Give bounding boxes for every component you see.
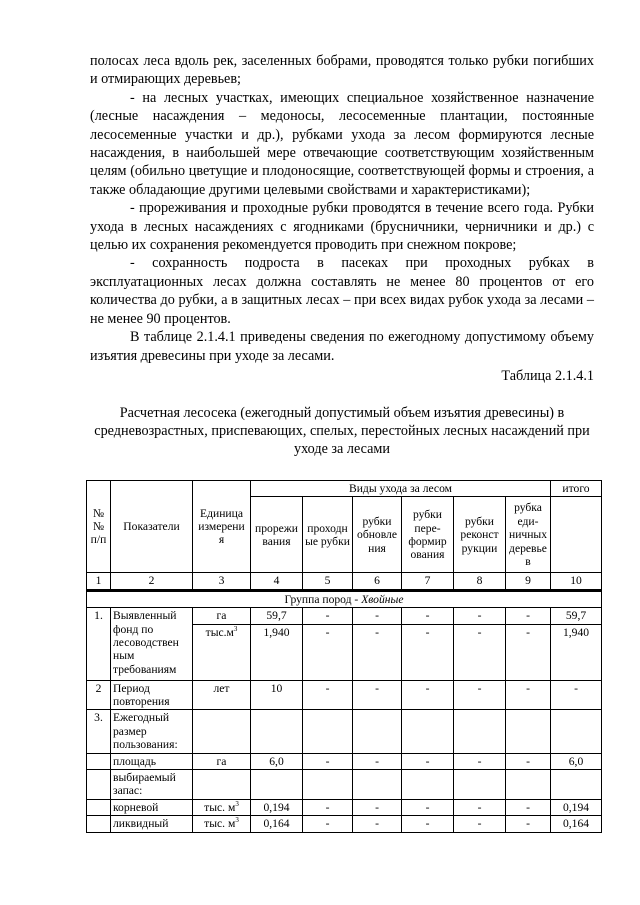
- group-name: Хвойные: [361, 592, 404, 606]
- unit-superscript: 3: [235, 800, 239, 809]
- header-total-empty: [551, 497, 602, 573]
- value-cell: -: [303, 799, 353, 815]
- row-name: Период повторения: [111, 680, 193, 710]
- value-cell: -: [454, 680, 506, 710]
- col-number: 6: [353, 573, 402, 590]
- header-col: рубки реконст рукции: [454, 497, 506, 573]
- col-number: 4: [251, 573, 303, 590]
- unit-text: тыс.м: [205, 625, 234, 639]
- value-cell: 0,164: [551, 816, 602, 832]
- value-cell: 6,0: [551, 753, 602, 769]
- value-cell: -: [303, 608, 353, 624]
- unit-superscript: 3: [233, 624, 238, 633]
- value-cell: -: [402, 816, 454, 832]
- value-cell: -: [303, 816, 353, 832]
- value-cell: -: [353, 680, 402, 710]
- value-cell: 1,940: [551, 624, 602, 680]
- paragraph: - сохранность подроста в пасеках при проходных рубках в эксплуатационных лесах должна составлять не менее 80 процентов от его количества до рубки, а в защитных лесах – при всех видах рубок ухода за лесами – не менее 90 процентов.: [90, 255, 594, 327]
- value-cell: 1,940: [251, 624, 303, 680]
- paragraph: - на лесных участках, имеющих специальное хозяйственное назначение (лесные насаждения – медоносы, лесосеменные плантации, постоянные лесосеменные участки и др.), рубками ухода за лесом формируются лесные насаждения, в наибольшей мере отвечающие соответствующим хозяйственным целям (обильно цветущие и плодоносящие, соответствующей формы и строения, а также обладающие другими целевыми свойствами и характеристиками);: [90, 89, 594, 198]
- header-col: рубки пере- формир ования: [402, 497, 454, 573]
- value-cell: -: [402, 799, 454, 815]
- col-number: 3: [193, 573, 251, 590]
- row-name: площадь: [111, 753, 193, 769]
- value-cell: -: [506, 799, 551, 815]
- value-cell: -: [454, 624, 506, 680]
- row-num: 1.: [87, 608, 111, 680]
- value-cell: 59,7: [251, 608, 303, 624]
- value-cell: 10: [251, 680, 303, 710]
- col-number: 10: [551, 573, 602, 590]
- value-cell: -: [353, 799, 402, 815]
- col-number: 1: [87, 573, 111, 590]
- row-name: Выявленный фонд по лесоводствен ным требованиям: [111, 608, 193, 680]
- row-unit: [193, 816, 251, 832]
- value-cell: -: [303, 753, 353, 769]
- header-total: итого: [551, 481, 602, 497]
- unit-superscript: 3: [235, 816, 239, 825]
- value-cell: 0,194: [551, 799, 602, 815]
- value-cell: -: [506, 816, 551, 832]
- row-unit: га: [193, 608, 251, 624]
- header-unit: Единица измерени я: [193, 481, 251, 573]
- table-title: Расчетная лесосека (ежегодный допустимый объем изъятия древесины) в средневозрастных, приспевающих, спелых, перестойных лесных насаждений при уходе за лесами: [94, 404, 590, 457]
- value-cell: -: [303, 624, 353, 680]
- header-col: рубка еди- ничных деревье в: [506, 497, 551, 573]
- value-cell: 59,7: [551, 608, 602, 624]
- row-num: 2: [87, 680, 111, 710]
- value-cell: -: [506, 624, 551, 680]
- paragraph: - прореживания и проходные рубки проводятся в течение всего года. Рубки ухода в лесных насаждениях с ягодниками (брусничники, черничники и др.) с целью их сохранения рекомендуется проводить при снежном покрове;: [90, 200, 594, 254]
- row-name: ликвидный: [111, 816, 193, 832]
- value-cell: -: [402, 624, 454, 680]
- paragraph: полосах леса вдоль рек, заселенных бобрами, проводятся только рубки погибших и отмирающих деревьев;: [90, 53, 594, 88]
- value-cell: -: [353, 816, 402, 832]
- col-number: 9: [506, 573, 551, 590]
- value-cell: -: [506, 680, 551, 710]
- group-prefix: Группа пород -: [284, 592, 362, 606]
- header-indicators: Показатели: [111, 481, 193, 573]
- value-cell: -: [454, 816, 506, 832]
- value-cell: -: [506, 608, 551, 624]
- row-name: Ежегодный размер пользования:: [111, 710, 193, 753]
- paragraph: В таблице 2.1.4.1 приведены сведения по ежегодному допустимому объему изъятия древесины при уходе за лесами.: [90, 329, 594, 364]
- value-cell: -: [454, 753, 506, 769]
- header-col: проходн ые рубки: [303, 497, 353, 573]
- row-unit: га: [193, 753, 251, 769]
- value-cell: -: [402, 680, 454, 710]
- value-cell: -: [402, 608, 454, 624]
- document-page: [90, 52, 594, 458]
- col-number: 5: [303, 573, 353, 590]
- value-cell: 0,194: [251, 799, 303, 815]
- value-cell: -: [551, 680, 602, 710]
- value-cell: -: [303, 680, 353, 710]
- unit-text: тыс. м: [204, 800, 236, 814]
- col-number: 2: [111, 573, 193, 590]
- header-col: рубки обновле ния: [353, 497, 402, 573]
- value-cell: 0,164: [251, 816, 303, 832]
- group-row: [87, 590, 602, 607]
- row-unit: [193, 624, 251, 680]
- row-num: 3.: [87, 710, 111, 753]
- unit-text: тыс. м: [204, 817, 236, 831]
- value-cell: -: [353, 608, 402, 624]
- row-unit: [193, 799, 251, 815]
- value-cell: -: [506, 753, 551, 769]
- header-types: Виды ухода за лесом: [251, 481, 551, 497]
- data-table: [86, 480, 602, 833]
- value-cell: -: [402, 753, 454, 769]
- value-cell: -: [353, 753, 402, 769]
- value-cell: -: [454, 799, 506, 815]
- row-unit: лет: [193, 680, 251, 710]
- value-cell: 6,0: [251, 753, 303, 769]
- col-number: 8: [454, 573, 506, 590]
- value-cell: -: [353, 624, 402, 680]
- row-name: корневой: [111, 799, 193, 815]
- header-col: прорежи вания: [251, 497, 303, 573]
- col-number: 7: [402, 573, 454, 590]
- table-label: Таблица 2.1.4.1: [501, 367, 594, 384]
- value-cell: -: [454, 608, 506, 624]
- row-name: выбираемый запас:: [111, 770, 193, 800]
- header-num: № № п/п: [87, 481, 111, 573]
